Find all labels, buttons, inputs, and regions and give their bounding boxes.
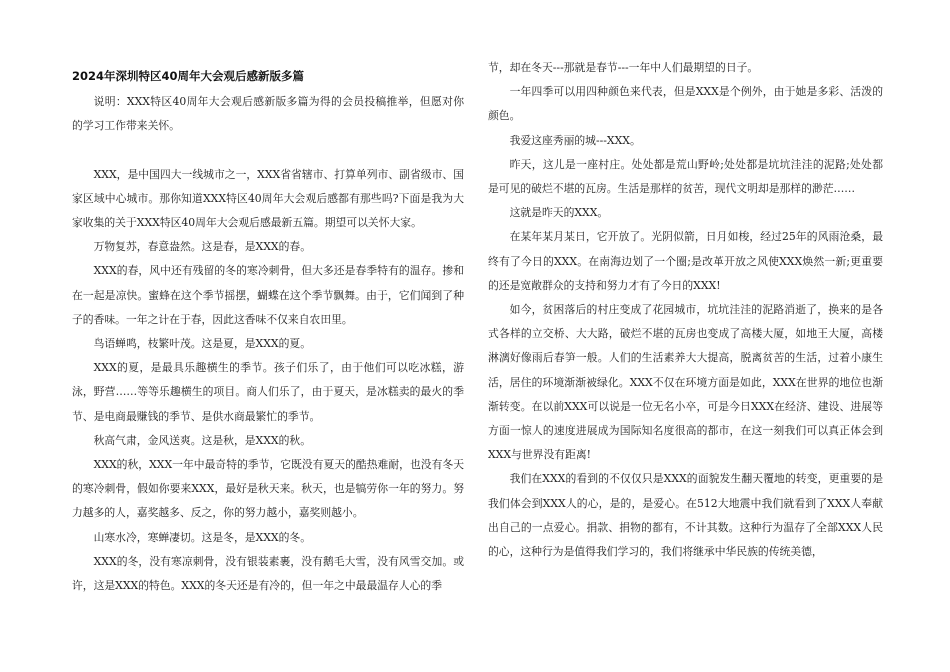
body-paragraph: 我爱这座秀丽的城---XXX。 bbox=[509, 133, 641, 147]
page-title: 2024年深圳特区40周年大会观后感新版多篇 bbox=[72, 69, 305, 83]
body-paragraph: 如今，贫困落后的村庄变成了花园城市，坑坑洼洼的泥路消逝了，换来的是各式各样的立交桥、大大路，破烂不堪的瓦房也变成了高楼大厦，如地王大厦，高楼淋漓好像雨后春笋一般。人们的生活素养大大提高，脱离贫苦的生活，过着小康生活，居住的环境渐渐被绿化。XXX不仅在环境方面是如此，XXX在世界的地位也渐渐转变。在以前XXX可以说是一位无名小卒，可是今日XXX在经济、建设、进展等方面一惊人的速度进展成为国际知名度很高的都市，在这一刻我们可以真正体会到XXX与世界没有距离! bbox=[488, 303, 883, 462]
body-paragraph: XXX，是中国四大一线城市之一，XXX省省辖市、打算单列市、副省级市、国家区域中心城市。那你知道XXX特区40周年大会观后感都有那些吗?下面是我为大家收集的关于XXX特区40周年大会观后感最新五篇。期望可以关怀大家。 bbox=[72, 167, 464, 230]
body-paragraph: 山寒水冷，寒蝉凄切。这是冬，是XXX的冬。 bbox=[93, 530, 311, 544]
body-paragraph: 节，却在冬天---那就是春节---一年中人们最期望的日子。 bbox=[488, 61, 759, 74]
body-paragraph: 我们在XXX的看到的不仅仅只是XXX的面貌发生翻天覆地的转变，更重要的是我们体会到XXX人的心，是的，是爱心。在512大地震中我们就看到了XXX人奉献出自己的一点爱心。捐款、捐物的都有，不计其数。这种行为温存了全部XXX人民的心，这种行为是值得我们学习的，我们将继承中华民族的传统美德， bbox=[488, 472, 883, 559]
body-paragraph: 这就是昨天的XXX。 bbox=[509, 206, 609, 220]
body-paragraph: XXX的秋，XXX一年中最奇特的季节，它既没有夏天的酷热难耐，也没有冬天的寒冷刺骨，假如你要来XXX，最好是秋天来。秋天，也是犒劳你一年的努力。努力越多的人，嘉奖越多、反之，你的努力越小，嘉奖则越小。 bbox=[72, 458, 464, 520]
left-column bbox=[72, 56, 464, 598]
body-paragraph: XXX的冬，没有寒凉刺骨，没有银装素裹，没有鹅毛大雪，没有风雪交加。或许，这是XXX的特色。XXX的冬天还是有冷的，但一年之中最最温存人心的季 bbox=[72, 554, 464, 593]
paragraph-spacer bbox=[72, 139, 464, 163]
body-paragraph: 在某年某月某日，它开放了。光阴似箭，日月如梭，经过25年的风雨沧桑，最终有了今日的XXX。在南海边划了一个圈;是改革开放之风使XXX焕然一新;更重要的还是宽敞群众的支持和努力才有了今日的XXX! bbox=[488, 230, 883, 292]
body-paragraph: 昨天，这儿是一座村庄。处处都是荒山野岭;处处都是坑坑洼洼的泥路;处处都是可见的破烂不堪的瓦房。生活是那样的贫苦，现代文明却是那样的渺茫…… bbox=[488, 157, 883, 196]
body-paragraph: 一年四季可以用四种颜色来代表，但是XXX是个例外，由于她是多彩、活泼的颜色。 bbox=[488, 85, 883, 123]
body-paragraph: 秋高气肃，金风送爽。这是秋，是XXX的秋。 bbox=[93, 433, 311, 447]
intro-paragraph: 说明：XXX特区40周年大会观后感新版多篇为得的会员投稿推举，但愿对你的学习工作带来关怀。 bbox=[72, 95, 464, 133]
body-paragraph: 万物复苏，春意盎然。这是春，是XXX的春。 bbox=[93, 240, 311, 254]
body-paragraph: XXX的夏，是最具乐趣横生的季节。孩子们乐了，由于他们可以吃冰糕，游泳，野营……等等乐趣横生的项目。商人们乐了，由于夏天，是冰糕卖的最火的季节、是电商最赚钱的季节、是供水商最繁忙的季节。 bbox=[72, 361, 464, 423]
right-column bbox=[488, 56, 883, 564]
body-paragraph: 鸟语蝉鸣，枝繁叶茂。这是夏，是XXX的夏。 bbox=[93, 337, 311, 351]
body-paragraph: XXX的春，风中还有残留的冬的寒冷刺骨，但大多还是春季特有的温存。掺和在一起是凉快。蜜蜂在这个季节摇摆，蝴蝶在这个季节飘舞。由于，它们闻到了种子的香味。一年之计在于春，因此这香味不仅来自农田里。 bbox=[72, 264, 464, 326]
